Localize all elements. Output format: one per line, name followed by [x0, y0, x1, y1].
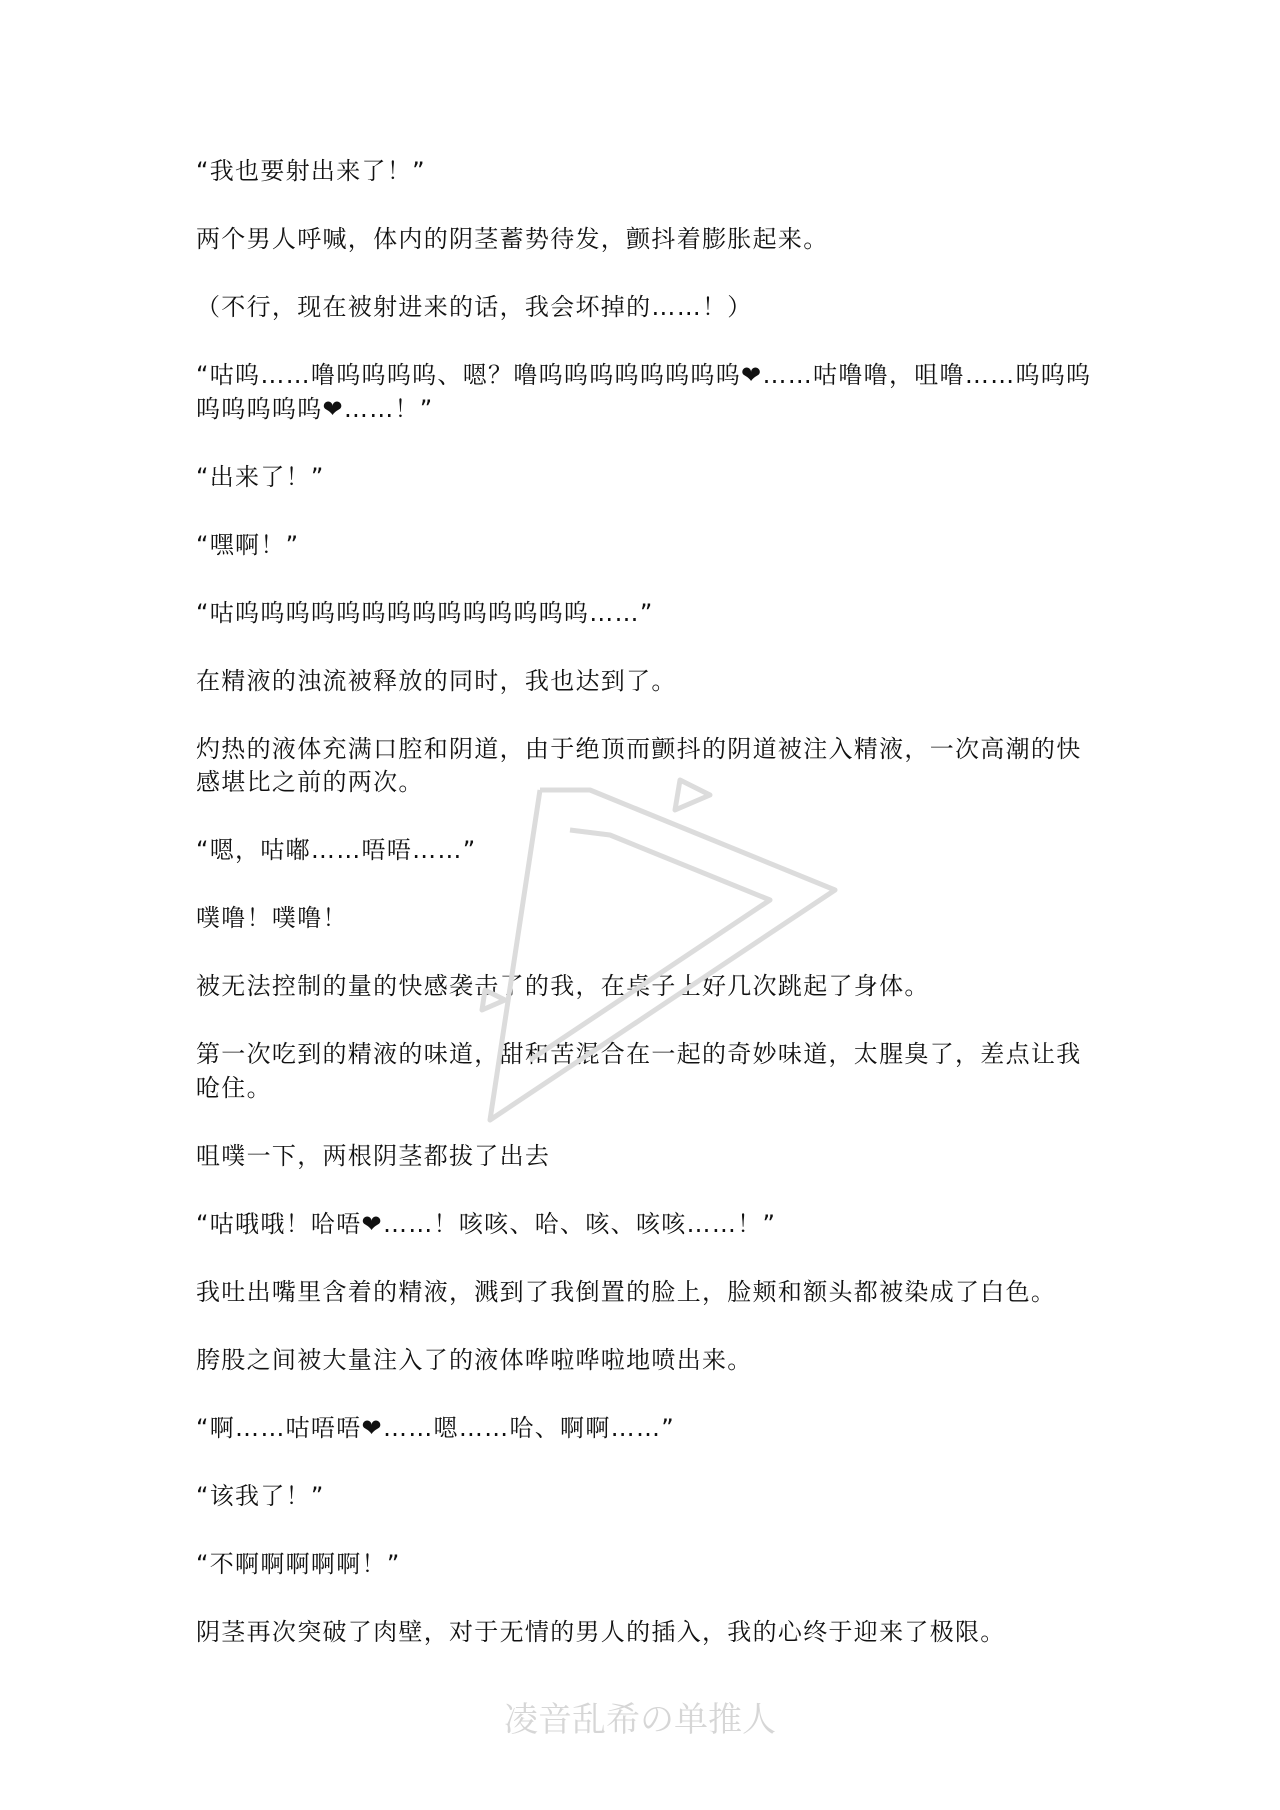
paragraph: 两个男人呼喊，体内的阴茎蓄势待发，颤抖着膨胀起来。 — [196, 225, 829, 253]
paragraph: “啊……咕唔唔❤……嗯……哈、啊啊……” — [196, 1413, 675, 1442]
document-body — [196, 155, 1098, 1684]
paragraph: 咀噗一下，两根阴茎都拔了出去 — [196, 1141, 551, 1170]
paragraph: “出来了！” — [196, 462, 325, 491]
paragraph: （不行，现在被射进来的话，我会坏掉的……！） — [196, 293, 753, 321]
paragraph: 第一次吃到的精液的味道，甜和苦混合在一起的奇妙味道，太腥臭了，差点让我呛住。 — [196, 1040, 1082, 1102]
paragraph: 灼热的液体充满口腔和阴道，由于绝顶而颤抖的阴道被注入精液，一次高潮的快感堪比之前的两次。 — [196, 734, 1082, 796]
paragraph: “咕呜……噜呜呜呜呜、嗯？噜呜呜呜呜呜呜呜呜❤……咕噜噜，咀噜……呜呜呜呜呜呜呜呜❤……！” — [196, 361, 1092, 423]
paragraph: 我吐出嘴里含着的精液，溅到了我倒置的脸上，脸颊和额头都被染成了白色。 — [196, 1277, 1057, 1306]
paragraph: “该我了！” — [196, 1481, 325, 1510]
paragraph: “嗯，咕嘟……唔唔……” — [196, 836, 477, 864]
watermark-text: 凌音乱希の单推人 — [504, 1700, 776, 1740]
paragraph: 胯股之间被大量注入了的液体哗啦哗啦地喷出来。 — [196, 1345, 753, 1374]
paragraph: “不啊啊啊啊啊！” — [196, 1549, 401, 1578]
paragraph: 阴茎再次突破了肉壁，对于无情的男人的插入，我的心终于迎来了极限。 — [196, 1617, 1006, 1646]
paragraph: 被无法控制的量的快感袭击了的我，在桌子上好几次跳起了身体。 — [196, 972, 930, 1000]
paragraph: 噗噜！噗噜！ — [196, 904, 348, 932]
paragraph: 在精液的浊流被释放的同时，我也达到了。 — [196, 666, 677, 695]
paragraph: “咕呜呜呜呜呜呜呜呜呜呜呜呜呜呜……” — [196, 598, 654, 627]
paragraph: “嘿啊！” — [196, 530, 300, 559]
paragraph: “咕哦哦！哈唔❤……！咳咳、哈、咳、咳咳……！” — [196, 1209, 777, 1238]
paragraph: “我也要射出来了！” — [196, 157, 426, 185]
